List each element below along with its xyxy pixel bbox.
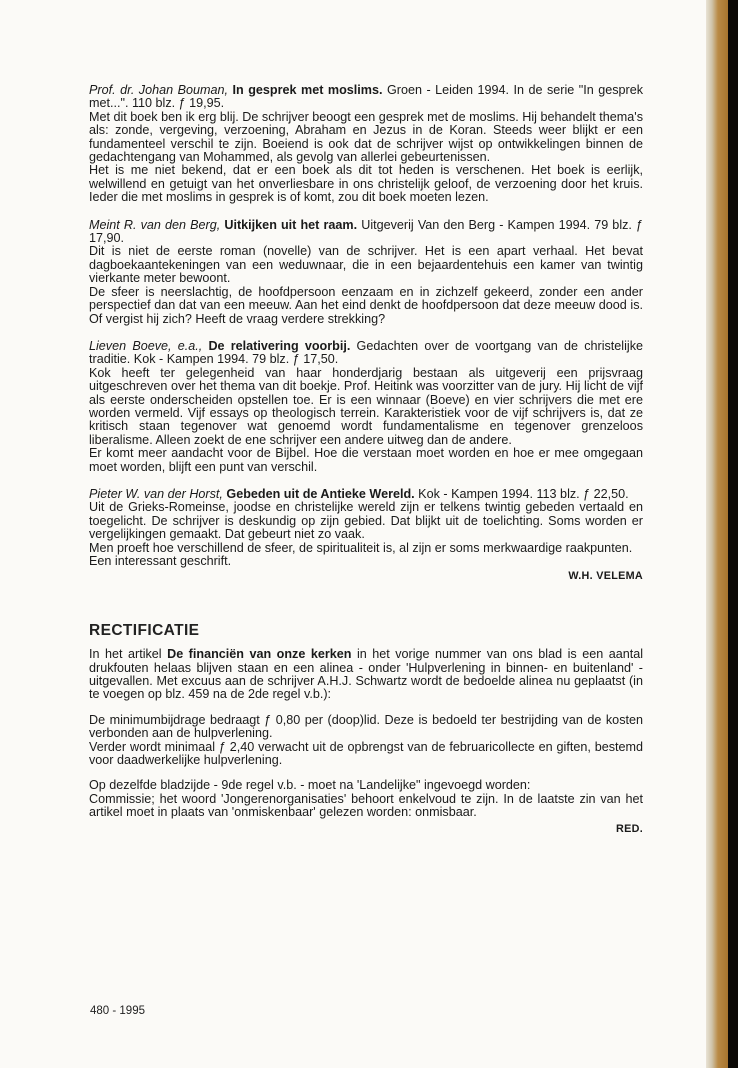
review-paragraph: Het is me niet bekend, dat er een boek als dit tot heden is verschenen. Het boek is eerlijk, welwillend en getuigt van het onverliesbare in ons christelijk geloof, de verzoening door het kruis. Ieder die met moslims in gesprek is of komt, zou dit boek moeten lezen. <box>89 163 643 205</box>
review-publication: Gedachten over de voortgang van de christelijke traditie. Kok - Kampen 1994. 79 blz. ƒ 17,50. <box>89 338 644 367</box>
review-paragraph: Dit is niet de eerste roman (novelle) van de schrijver. Het is een apart verhaal. Het bevat dagboekaantekeningen van een weduwnaar, die in een bejaardentehuis een kamer van twintig vierkante meter bewoont. <box>89 244 643 286</box>
section-heading-rectificatie: RECTIFICATIE <box>89 621 200 639</box>
review-paragraph: De sfeer is neerslachtig, de hoofdpersoon eenzaam en in zichzelf gekeerd, zonder een ander perspectief dan dat van een meeuw. Aan het eind denkt de hoofdpersoon dat deze meeuw dood is. Of vergist hij zich? Heeft de vraag verdere strekking? <box>89 284 643 326</box>
review-title: Gebeden uit de Antieke Wereld. <box>226 486 415 501</box>
page-content <box>89 84 643 836</box>
review-author: Lieven Boeve, e.a., <box>89 338 203 353</box>
review-author: Pieter W. van der Horst, <box>89 486 223 501</box>
intro-text: In het artikel <box>89 647 168 662</box>
review-paragraph: Er komt meer aandacht voor de Bijbel. Hoe die verstaan moet worden en hoe er mee omgegaan moet worden, blijft een punt van verschil. <box>89 446 643 474</box>
review-title: De relativering voorbij. <box>208 338 351 353</box>
review-publication: Kok - Kampen 1994. 113 blz. ƒ 22,50. <box>414 486 629 501</box>
binding-shadow <box>728 0 738 1068</box>
review-author: Prof. dr. Johan Bouman, <box>89 83 229 97</box>
inserted-paragraph <box>89 714 643 768</box>
review-paragraph: Een interessant geschrift. <box>89 554 232 568</box>
rectificatie-intro <box>89 648 643 702</box>
review-author: Meint R. van den Berg, <box>89 217 221 232</box>
review-publication: Groen - Leiden 1994. In de serie "In gesprek met...". 110 blz. ƒ 19,95. <box>89 83 644 111</box>
page-number: 480 - 1995 <box>90 1005 145 1017</box>
intro-text: in het vorige nummer van ons blad is een aantal drukfouten helaas blijven staan en een alinea - onder 'Hulpverlening in binnen- en buitenland' - uitgevallen. Met excuus aan de schrijver A.H.J. Schwartz wordt de bedoelde alinea nu geplaatst (in te voegen op blz. 459 na de 2de regel v.b.): <box>89 647 644 702</box>
review-paragraph: Men proeft hoe verschillend de sfeer, de spiritualiteit is, al zijn er soms merkwaardige raakpunten. <box>89 540 633 555</box>
review-van-den-berg <box>89 219 643 326</box>
review-paragraph: Met dit boek ben ik erg blij. De schrijver beoogt een gesprek met de moslims. Hij behandelt thema's als: zonde, vergeving, verzoening, Abraham en Jezus in de Koran. Steeds weer blijkt er een fundamenteel verschil te zijn. Boeiend is ook dat de schrijver wijst op ontwikkelingen binnen de gedachtengang van Mohammed, als gevolg van allerlei gebeurtenissen. <box>89 109 644 165</box>
correction-line: Op dezelfde bladzijde - 9de regel v.b. - moet na 'Landelijke" ingevoegd worden: <box>89 778 531 793</box>
correction-paragraph <box>89 779 643 819</box>
review-paragraph: Kok heeft ter gelegenheid van haar honderdjarig bestaan als uitgeverij een prijsvraag uitgeschreven over het thema van dit boekje. Prof. Heitink was voorzitter van de jury. Hij licht de vijf als eerste onderscheiden opstellen toe. Er is een winnaar (Boeve) en vier schrijvers die met ere worden vermeld. Vijf essays op theologisch terrein. Karakteristiek voor de vijf schrijvers is, dat ze kritisch staan tegenover wat genoemd wordt fundamentalisme en tegenover grenzeloos liberalisme. Alleen zoekt de ene schrijver een andere uitweg dan de andere. <box>89 365 643 447</box>
review-bouman <box>89 84 643 205</box>
review-header <box>89 340 643 367</box>
article-title: De financiën van onze kerken <box>167 647 352 662</box>
correction-line: Commissie; het woord 'Jongerenorganisaties' behoort enkelvoud te zijn. In de laatste zin van het artikel moet in plaats van 'onmiskenbaar' gelezen worden: onmisbaar. <box>89 791 643 820</box>
review-publication: Uitgeverij Van den Berg - Kampen 1994. 79 blz. ƒ 17,90. <box>89 217 644 246</box>
review-title: In gesprek met moslims. <box>232 83 383 97</box>
review-title: Uitkijken uit het raam. <box>224 217 358 232</box>
review-boeve <box>89 340 643 474</box>
review-header <box>89 488 643 501</box>
reviewer-signature: W.H. VELEMA <box>568 570 643 583</box>
review-paragraph: Uit de Grieks-Romeinse, joodse en christelijke wereld zijn er telkens twintig gebeden vertaald en toegelicht. De schrijver is deskundig op zijn gebied. Dat blijkt uit de toelichting. Soms worden er vergelijkingen gemaakt. Dat gebeurt niet zo vaak. <box>89 500 643 542</box>
inserted-line: De minimumbijdrage bedraagt ƒ 0,80 per (doop)lid. Deze is bedoeld ter bestrijding van de kosten verbonden aan de hulpverlening. <box>89 712 643 741</box>
review-van-der-horst <box>89 488 643 568</box>
review-header <box>89 84 643 111</box>
inserted-line: Verder wordt minimaal ƒ 2,40 verwacht uit de opbrengst van de februaricollecte en giften, bestemd voor daadwerkelijke hulpverlening. <box>89 739 643 768</box>
review-header <box>89 219 643 246</box>
editor-signature: RED. <box>616 822 643 835</box>
